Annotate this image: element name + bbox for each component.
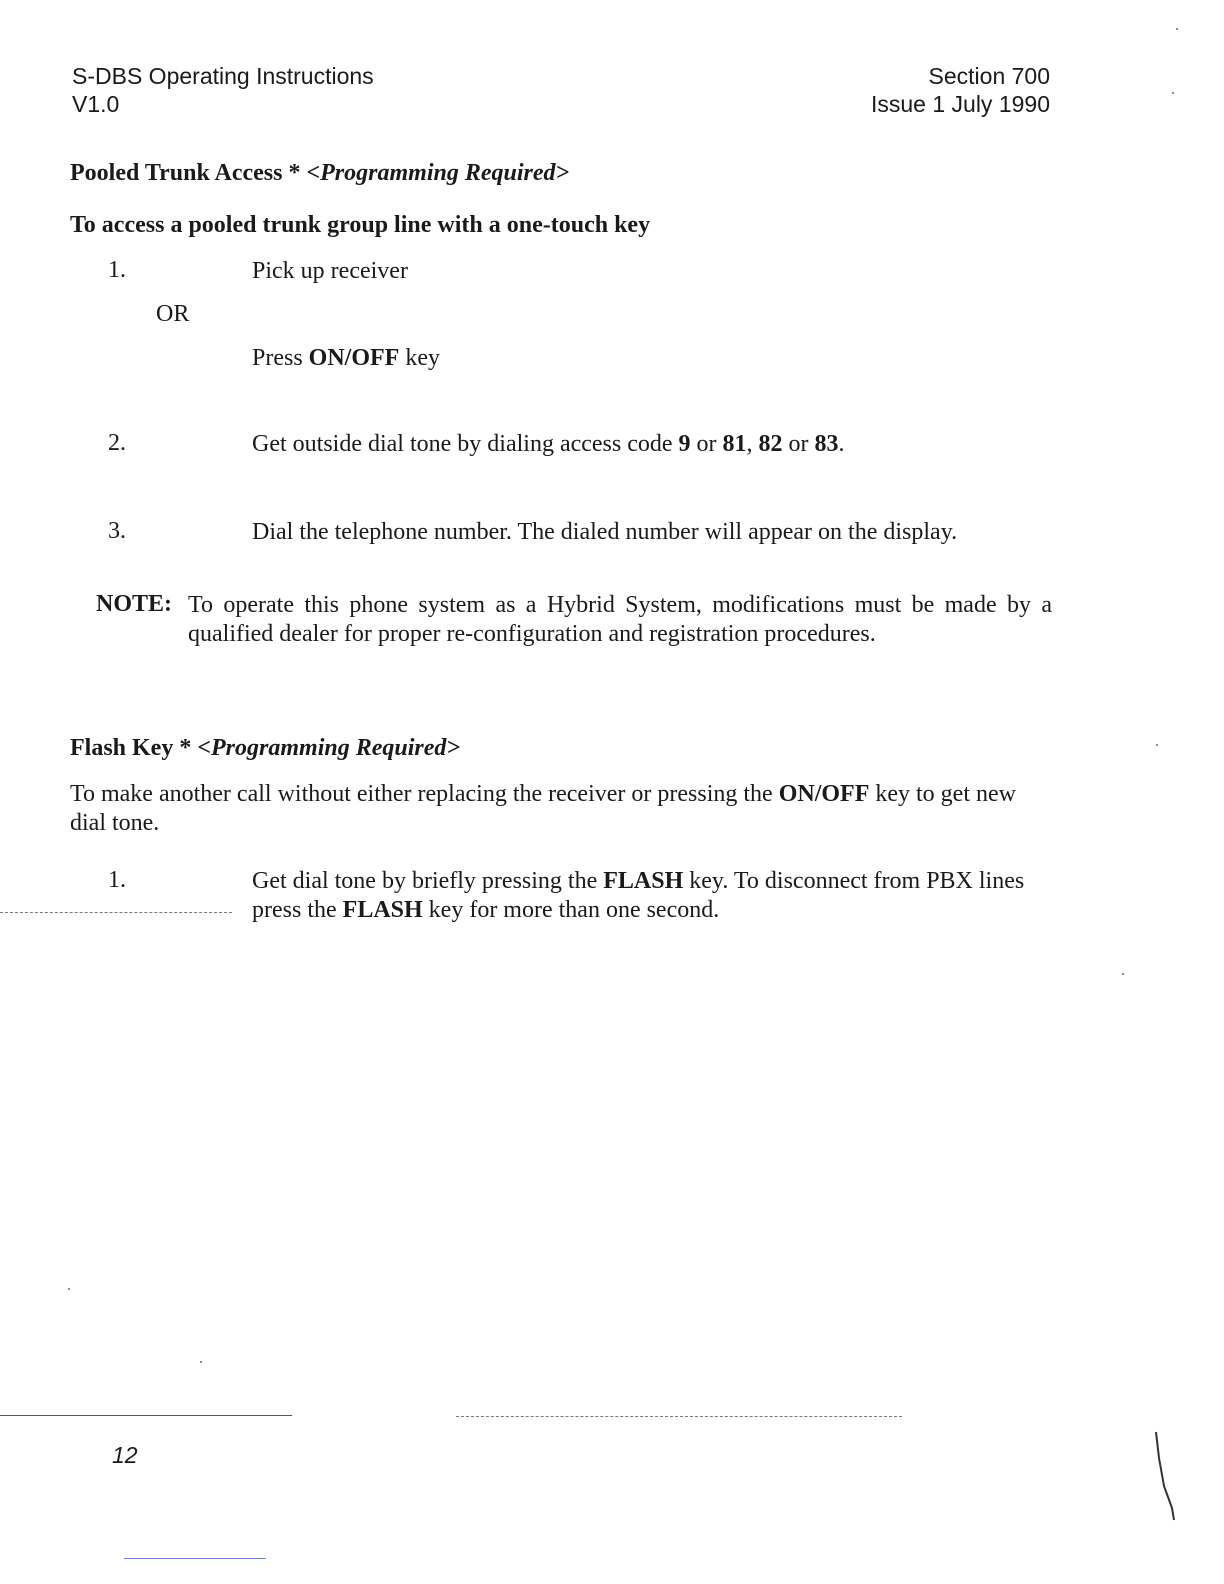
flash-intro-after: key to get new dial tone.	[70, 781, 1016, 836]
press-after: key	[399, 345, 440, 371]
flash-key-heading	[70, 735, 460, 762]
bottom-rule	[124, 1558, 266, 1559]
step-text: Pick up receiver	[252, 258, 408, 284]
note-label: NOTE:	[96, 591, 173, 617]
document-title: S-DBS Operating Instructions	[72, 63, 374, 89]
press-before: Press	[252, 345, 309, 371]
access-code-83: 83	[814, 431, 839, 457]
step-number: 3.	[108, 518, 126, 544]
flash-key: FLASH	[342, 897, 423, 923]
flash-heading-main: Flash Key *	[70, 735, 198, 761]
footer-rule	[0, 1415, 292, 1416]
flash-step-b: key. To disconnect from PBX lines press the	[252, 868, 1025, 923]
step-number: 2.	[108, 430, 126, 456]
step-text	[252, 867, 1052, 925]
press-on-off-step	[252, 344, 1052, 373]
scan-speck	[1122, 973, 1124, 975]
issue-date: Issue 1 July 1990	[870, 91, 1050, 117]
flash-step-a: Get dial tone by briefly pressing the	[252, 868, 604, 894]
footer-rule-dashed	[456, 1416, 902, 1417]
flash-intro-before: To make another call without either replacing the receiver or pressing the	[70, 781, 779, 807]
scan-speck	[1156, 744, 1158, 746]
flash-step-c: key for more than one second.	[422, 897, 720, 923]
scan-speck	[200, 1361, 202, 1363]
scan-speck	[1172, 92, 1174, 94]
scan-mark	[1150, 1428, 1180, 1524]
step-text	[252, 430, 1052, 459]
page-number: 12	[112, 1442, 138, 1468]
pooled-heading-main: Pooled Trunk Access *	[70, 160, 307, 186]
header-left	[72, 62, 374, 118]
pooled-trunk-subheading: To access a pooled trunk group line with a one-touch key	[70, 212, 651, 238]
step2-end: .	[838, 431, 845, 457]
pooled-heading-programming: <Programming Required>	[306, 160, 570, 186]
pooled-trunk-heading	[70, 160, 569, 187]
step-number: 1.	[108, 867, 126, 893]
access-code-81: 81	[722, 431, 747, 457]
scan-speck	[68, 1288, 70, 1290]
step2-comma: ,	[746, 431, 759, 457]
step-text: Dial the telephone number. The dialed number will appear on the display.	[252, 519, 958, 545]
step2-or: or	[690, 431, 723, 457]
access-code-9: 9	[678, 431, 691, 457]
flash-intro	[70, 780, 1052, 838]
flash-heading-programming: <Programming Required>	[197, 735, 461, 761]
on-off-key: ON/OFF	[308, 345, 400, 371]
note-text: To operate this phone system as a Hybrid System, modifications must be made by a qualified dealer for proper re-configuration and registration procedures.	[188, 592, 1052, 647]
on-off-key: ON/OFF	[778, 781, 870, 807]
step-number: 1.	[108, 257, 126, 283]
or-label: OR	[156, 301, 190, 327]
step2-or: or	[782, 431, 815, 457]
scan-rule	[0, 912, 232, 913]
document-version: V1.0	[72, 91, 120, 117]
flash-key: FLASH	[603, 868, 684, 894]
header-right	[871, 62, 1050, 118]
scan-speck	[1176, 28, 1178, 30]
step2-before: Get outside dial tone by dialing access code	[252, 431, 679, 457]
section-number: Section 700	[928, 63, 1050, 89]
access-code-82: 82	[758, 431, 783, 457]
